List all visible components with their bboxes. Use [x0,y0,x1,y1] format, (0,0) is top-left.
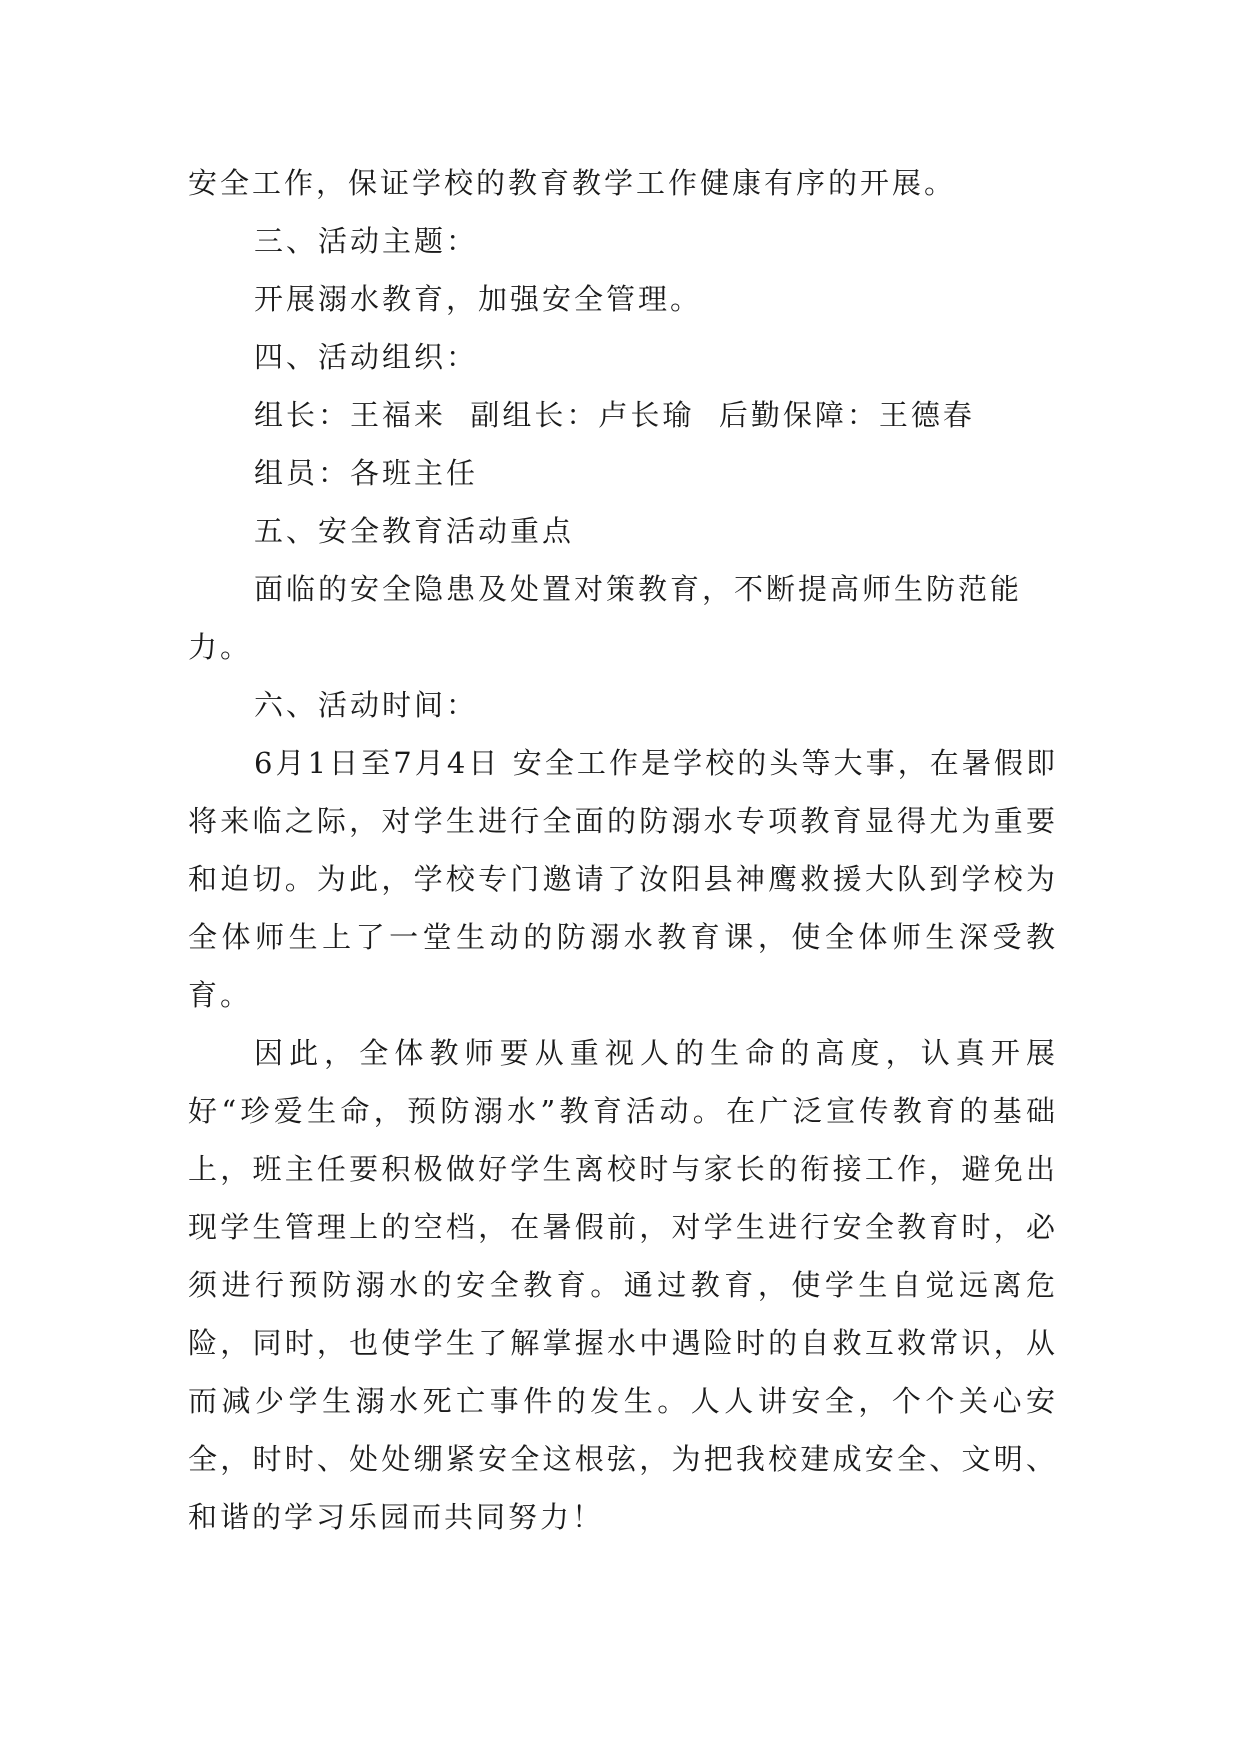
text-organization-members: 组员：各班主任 [254,456,479,490]
text-education-focus-end: 力。 [188,630,253,664]
heading-activity-organization: 四、活动组织： [254,340,479,374]
paragraph-activity-time: 6月1日至7月4日 安全工作是学校的头等大事，在暑假即将来临之际，对学生进行全面的防溺水专项教育显得尤为重要和迫切。为此，学校专门邀请了汝阳县神鹰救援大队到学校为全体师生上了一堂生动的防溺水教育课，使全体师生深受教育。 [188,746,1058,1012]
heading-education-focus: 五、安全教育活动重点 [254,514,575,548]
text-education-focus: 面临的安全隐患及处置对策教育，不断提高师生防范能 [254,572,1023,606]
heading-activity-theme: 三、活动主题： [254,224,479,258]
text-line-continuation: 安全工作，保证学校的教育教学工作健康有序的开展。 [188,166,957,200]
paragraph-conclusion: 因此，全体教师要从重视人的生命的高度，认真开展好“珍爱生命，预防溺水”教育活动。在广泛宣传教育的基础上，班主任要积极做好学生离校时与家长的衔接工作，避免出现学生管理上的空档，在暑假前，对学生进行安全教育时，必须进行预防溺水的安全教育。通过教育，使学生自觉远离危险，同时，也使学生了解掌握水中遇险时的自救互救常识，从而减少学生溺水死亡事件的发生。人人讲安全，个个关心安全，时时、处处绷紧安全这根弦，为把我校建成安全、文明、和谐的学习乐园而共同努力！ [188,1036,1058,1534]
heading-activity-time: 六、活动时间： [254,688,479,722]
document-page [188,154,1058,1546]
text-organization-leaders: 组长：王福来 副组长：卢长瑜 后勤保障：王德春 [254,398,975,432]
text-activity-theme: 开展溺水教育，加强安全管理。 [254,282,703,316]
